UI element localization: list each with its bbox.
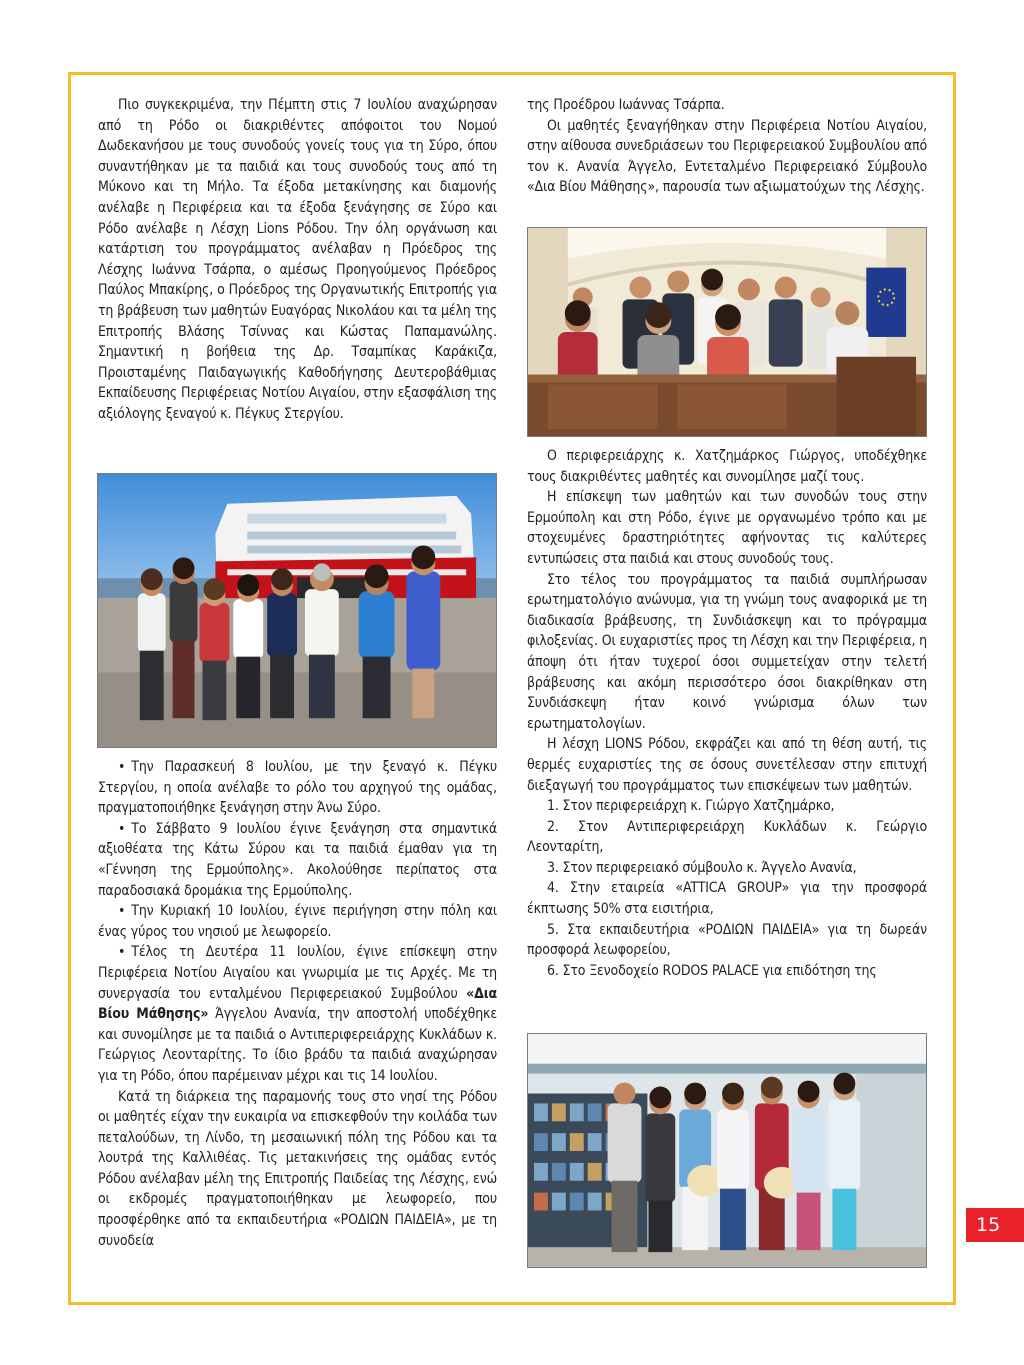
photo-port-group: [97, 473, 497, 748]
bullet-monday-bold: «Δια Βίου Μάθησης»: [98, 985, 497, 1023]
thanks-item-5: 5. Στα εκπαιδευτήρια «ΡΟΔΙΩΝ ΠΑΙΔΕΙΑ» για τη δωρεάν προσφορά λεωφορείου,: [527, 921, 927, 959]
closing-paragraph: Κατά τη διάρκεια της παραμονής τους στο νησί της Ρόδου οι μαθητές είχαν την ευκαιρία να επισκεφθούν την κοιλάδα των πεταλούδων, τη Λίνδο, τη μεσαιωνική πόλη της Ρόδου και τα λουτρά της Καλλιθέας. Τις μετακινήσεις της ομάδας εντός Ρόδου ανέλαβαν μέλη της Επιτροπής Παιδείας της Λέσχης, ενώ οι εκδρομές πραγματοποιήθηκαν με λεωφορείο, που προσφέρθηκε από τα εκπαιδευτήρια «ΡΟΔΙΩΝ ΠΑΙΔΕΙΑ», με τη συνοδεία: [98, 1088, 497, 1249]
visit-paragraph: Η επίσκεψη των μαθητών και των συνοδών τους στην Ερμούπολη και στη Ρόδο, έγινε με οργανωμένο τρόπο και με στοχευμένες δραστηριότητες αφήνοντας τις καλύτερες εντυπώσεις στα παιδιά και στους συνοδούς τους.: [527, 489, 927, 567]
bullet-monday-text-2: Άγγελου Ανανία, την αποστολή υποδέχθηκε και συνομίλησε με τα παιδιά ο Αντιπεριφερειάρχης Κυκλάδων κ. Γεώργιος Λεονταρίτης. Το ίδιο βράδυ τα παιδιά αναχώρησαν για τη Ρόδο, όπου παρέμειναν μέχρι και τις 14 Ιουλίου.: [98, 1006, 497, 1084]
intro-paragraph: Πιο συγκεκριμένα, την Πέμπτη στις 7 Ιουλίου αναχώρησαν από τη Ρόδο οι διακριθέντες απόφοιτοι του Νομού Δωδεκανήσου με τους συνοδούς γονείς τους για τη Σύρο, όπου συναντήθηκαν με τα παιδιά και τους συνοδούς τους από τη Μύκονο και τη Μήλο. Τα έξοδα μετακίνησης και διαμονής ανέλαβε η Περιφέρεια και τα έξοδα ξενάγησης σε Σύρο και Ρόδο ανέλαβε η Λέσχη Lions Ρόδου. Την όλη οργάνωση και κατάρτιση του προγράμματος ανέλαβαν η Πρόεδρος της Λέσχης Ιωάννα Τσάρπα, ο αμέσως Προηγούμενος Πρόεδρος Παύλος Μπακίρης, ο Πρόεδρος της Οργανωτικής Επιτροπής για τη βράβευση των μαθητών Ευαγόρας Νικολάου και τα μέλη της Επιτροπής Βλάσης Τσίννας και Κώστας Παπαμανώλης. Σημαντική η βοήθεια της Δρ. Τσαμπίκας Καράκιζα, Προισταμένης Παιδαγωγικής Καθοδήγησης Δευτεροβάθμιας Εκπαίδευσης Περιφέρειας Νοτίου Αιγαίου, στην εξασφάλιση της αξιόλογης ξεναγού κ. Πέγκυς Στεργίου.: [98, 97, 497, 422]
thanks-paragraph: Η λέσχη LIONS Ρόδου, εκφράζει και από τη θέση αυτή, τις θερμές ευχαριστίες της σε όσους συνετέλεσαν στην επιτυχή διεξαγωγή του προγράμματος των επισκέψεων των μαθητών.: [527, 736, 927, 794]
photo-port-group-image: [98, 474, 496, 747]
bullet-friday: • Την Παρασκευή 8 Ιουλίου, με την ξεναγό κ. Πέγκυ Στεργίου, η οποία ανέλαβε το ρόλο του αρχηγού της ομάδας, πραγματοποιήθηκε ξενάγηση στην Άνω Σύρο.: [98, 757, 497, 819]
photo-kiosk-group: [527, 1033, 927, 1268]
right-column-bottom: [527, 446, 927, 981]
continuation-line: της Προέδρου Ιωάννας Τσάρπα.: [527, 97, 725, 113]
tour-paragraph: Οι μαθητές ξεναγήθηκαν στην Περιφέρεια Νοτίου Αιγαίου, στην αίθουσα συνεδριάσεων του Περιφερειακού Συμβουλίου από τον κ. Ανανία Άγγελο, Εντεταλμένο Περιφερειακό Σύμβουλο «Δια Βίου Μάθησης», παρουσία των αξιωματούχων της Λέσχης.: [527, 117, 927, 196]
activities-list: [98, 757, 497, 1087]
governor-paragraph: Ο περιφερειάρχης κ. Χατζημάρκος Γιώργος, υποδέχθηκε τους διακριθέντες μαθητές και συνομίλησε μαζί τους.: [527, 448, 927, 485]
thanks-item-6: 6. Στο Ξενοδοχείο RODOS PALACE για επιδότηση της: [547, 962, 877, 979]
photo-council-room-image: [528, 228, 926, 436]
photo-kiosk-group-image: [528, 1034, 926, 1267]
left-column-top: [98, 95, 497, 425]
thanks-item-1: 1. Στον περιφερειάρχη κ. Γιώργο Χατζημάρκο,: [547, 798, 835, 815]
bullet-saturday: • Το Σάββατο 9 Ιουλίου έγινε ξενάγηση στα σημαντικά αξιοθέατα της Κάτω Σύρου και τα παιδιά έμαθαν για τη «Γέννηση της Ερμούπολης». Ακολούθησε περίπατος στα παραδοσιακά δρομάκια της Ερμούπολης.: [98, 819, 497, 901]
bullet-sunday: • Την Κυριακή 10 Ιουλίου, έγινε περιήγηση στην πόλη και ένας γύρος του νησιού με λεωφορείο.: [98, 901, 497, 942]
left-column-bottom: [98, 757, 497, 1251]
right-column-top: [527, 95, 927, 198]
thanks-item-4: 4. Στην εταιρεία «ATTICA GROUP» για την προσφορά έκπτωσης 50% στα εισιτήρια,: [527, 880, 927, 918]
questionnaire-paragraph: Στο τέλος του προγράμματος τα παιδιά συμπλήρωσαν ερωτηματολόγιο ανώνυμα, για τη γνώμη τους αναφορικά με τη διαδικασία βράβευσης, τη Συνδιάσκεψη και το πρόγραμμα φιλοξενίας. Οι ευχαριστίες προς τη Λέσχη και την Περιφέρεια, η άποψη ότι ήταν τυχεροί όσοι συμμετείχαν στην τελετή βράβευσης και ακόμη περισσότερο όσοι διακρίθηκαν στη Συνδιάσκεψη ήταν κοινό γνώρισμα όλων των ερωτηματολογίων.: [527, 571, 927, 732]
thanks-item-2: 2. Στον Αντιπεριφερειάρχη Κυκλάδων κ. Γεώργιο Λεονταρίτη,: [527, 818, 927, 856]
bullet-monday-text-1: Τέλος τη Δευτέρα 11 Ιουλίου, έγινε επίσκεψη στην Περιφέρεια Νοτίου Αιγαίου και γνωριμία με τις Αρχές. Με τη συνεργασία του ενταλμένου Περιφερειακού Συμβούλου: [98, 944, 497, 1002]
bullet-monday: [98, 942, 497, 1086]
photo-council-room: [527, 227, 927, 437]
page-number: 15: [966, 1208, 1024, 1242]
thanks-item-3: 3. Στον περιφερειακό σύμβουλο κ. Άγγελο Ανανία,: [547, 859, 857, 876]
